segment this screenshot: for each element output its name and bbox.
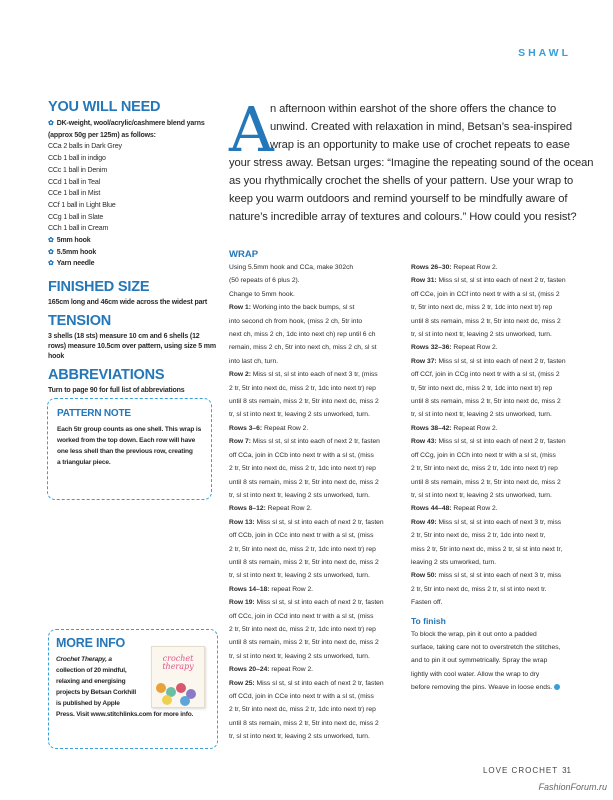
pattern-line: until 8 sts remain, miss 2 tr, 5tr into next dc, miss 2 (229, 398, 379, 406)
flower-icon: ✿ (48, 237, 54, 245)
materials-yarn: ✿ DK-weight, wool/acrylic/cashmere blend yarns (approx 50g per 125m) as follows: (48, 120, 205, 139)
pattern-line: Rows 26–30: Repeat Row 2. (411, 264, 498, 271)
more-info-line: collection of 20 mindful, (56, 667, 127, 674)
pattern-line: 2 tr, 5tr into next dc, miss 2 tr, 1dc into next tr) rep (229, 706, 376, 714)
more-info-line: relaxing and energising (56, 678, 126, 685)
pattern-line: off CCg, join in CCh into next tr with a sl st, (miss (411, 451, 556, 459)
pattern-note-heading: PATTERN NOTE (57, 408, 131, 419)
pattern-note-line: Each 5tr group counts as one shell. This wrap is (57, 426, 202, 433)
to-finish-heading: To finish (411, 615, 446, 626)
pattern-line: until 8 sts remain, miss 2 tr, 5tr into next dc, miss 2 (229, 558, 379, 566)
finished-size-text: 165cm long and 46cm wide across the widest part (48, 299, 208, 307)
pattern-line: Row 31: Miss sl st, sl st into each of next 2 tr, fasten (411, 277, 566, 285)
more-info-heading: MORE INFO (56, 636, 126, 650)
pattern-line: tr, sl st into next tr, leaving 2 sts unworked, turn. (411, 411, 552, 419)
intro-line: n afternoon within earshot of the shore offers the chance to (270, 103, 557, 115)
finish-line: lightly with cool water. Allow the wrap to dry (411, 670, 540, 678)
pattern-line: into last ch, turn. (229, 357, 279, 365)
pattern-line: until 8 sts remain, miss 2 tr, 5tr into next dc, miss 2 (229, 639, 379, 647)
finish-line: and to pin it out symmetrically. Spray the wrap (411, 657, 548, 665)
sidebar (48, 100, 218, 402)
pattern-line: Row 2: Miss sl st, sl st into each of next 3 tr, (miss (229, 371, 378, 379)
tool-item: ✿ 5mm hook (48, 237, 91, 245)
magazine-name: LOVE CROCHET (482, 766, 559, 775)
pattern-line: tr, 5tr into next dc, miss 2 tr, 1dc into next tr) rep (411, 304, 553, 312)
yarn-ball-icon (162, 695, 172, 705)
pattern-line: Row 1: Working into the back bumps, sl st (229, 304, 355, 312)
more-info-line: Press. Visit www.stitchlinks.com for more info. (56, 711, 194, 718)
pattern-line: tr, 5tr into next dc, miss 2 tr, 1dc into next tr) rep (411, 384, 553, 392)
pattern-line: tr, sl st into next tr, leaving 2 sts unworked, turn. (229, 733, 370, 741)
pattern-line: Using 5.5mm hook and CCa, make 302ch (229, 264, 354, 271)
flower-icon: ✿ (48, 120, 54, 127)
finish-line: surface, taking care not to overstretch the stitches, (411, 643, 561, 651)
watermark: FashionForum.ru (538, 782, 607, 792)
pattern-line: tr, sl st into next tr, leaving 2 sts unworked, turn. (411, 331, 552, 339)
pattern-line: tr, sl st into next tr, leaving 2 sts unworked, turn. (229, 491, 370, 499)
pattern-note-box (47, 398, 212, 500)
colour-item: CCd 1 ball in Teal (48, 178, 101, 186)
intro-line: unwind. Created with relaxation in mind, Betsan’s sea-inspired (270, 121, 573, 133)
pattern-line: until 8 sts remain, miss 2 tr, 5tr into next dc, miss 2 (411, 317, 561, 325)
pattern-line: Rows 3–6: Repeat Row 2. (229, 424, 309, 432)
intro-line: keep you warm outdoors and remind yourself to be mindfully aware of (229, 193, 568, 205)
pattern-line: until 8 sts remain, miss 2 tr, 5tr into next dc, miss 2 (229, 719, 379, 727)
pattern-line: Rows 38–42: Repeat Row 2. (411, 424, 498, 432)
pattern-line: (50 repeats of 6 plus 2). (229, 277, 300, 285)
pattern-line: Row 13: Miss sl st, sl st into each of next 2 tr, fasten (229, 518, 384, 526)
drop-cap: A (229, 93, 274, 166)
yarn-ball-icon (180, 696, 190, 706)
pattern-line: Change to 5mm hook. (229, 290, 295, 298)
flower-icon: ✿ (48, 260, 54, 268)
pattern-line: Row 37: Miss sl st, sl st into each of next 2 tr, fasten (411, 357, 566, 365)
pattern-line: Row 50: miss sl st, sl st into each of next 3 tr, miss (411, 572, 562, 580)
pattern-line: tr, sl st into next tr, leaving 2 sts unworked, turn. (229, 572, 370, 580)
pattern-line: off CCd, join in CCe into next tr with a sl st, (miss (229, 693, 374, 700)
pattern-line: tr, sl st into next tr, leaving 2 sts unworked, turn. (229, 652, 370, 660)
pattern-line: Row 43: Miss sl st, sl st into each of next 2 tr, fasten (411, 438, 566, 446)
wrap-heading: WRAP (229, 249, 259, 260)
finish-line: before removing the pins. Weave in loose ends. (411, 681, 591, 694)
colour-item: CCa 2 balls in Dark Grey (48, 143, 122, 151)
tension-heading: TENSION (48, 313, 112, 330)
page-number: 31 (562, 766, 571, 775)
pattern-line: Row 19: Miss sl st, sl st into each of next 2 tr, fasten (229, 599, 384, 607)
intro-line: nature’s incredible array of textures and colours.” How could you resist? (229, 211, 577, 223)
pattern-line: off CCe, join in CCf into next tr with a sl st, (miss 2 (411, 290, 560, 298)
pattern-line: miss 2 tr, 5tr into next dc, miss 2 tr, sl st into next tr, (411, 545, 563, 553)
pattern-line: off CCb, join in CCc into next tr with a sl st, (miss (229, 532, 374, 540)
tool-item: ✿ 5.5mm hook (48, 248, 97, 256)
pattern-line: 2 tr, 5tr into next dc, miss 2 tr, sl st into next tr. (411, 585, 547, 593)
colour-item: CCg 1 ball in Slate (48, 213, 104, 221)
yarn-ball-icon (156, 683, 166, 693)
pattern-line: Row 25: Miss sl st, sl st into each of next 2 tr, fasten (229, 679, 384, 687)
colour-item: CCe 1 ball in Mist (48, 190, 101, 198)
pattern-line: off CCa, join in CCb into next tr with a sl st, (miss (229, 451, 374, 459)
finish-line: To block the wrap, pin it out onto a padded (411, 630, 537, 638)
colour-item: CCb 1 ball in indigo (48, 155, 106, 163)
more-info-box (48, 629, 218, 749)
pattern-line: into second ch from hook, (miss 2 ch, 5tr into (229, 317, 363, 325)
intro-line: as you rhythmically crochet the shells of your pattern. Use your wrap to (229, 175, 574, 187)
materials-list (48, 118, 218, 270)
yarn-ball-icon (176, 683, 186, 693)
pattern-line: 2 tr, 5tr into next dc, miss 2 tr, 1dc into next tr) rep (411, 465, 558, 473)
pattern-column-1 (229, 248, 409, 744)
pattern-line: 2 tr, 5tr into next dc, miss 2 tr, 1dc into next tr) rep (229, 384, 376, 392)
pattern-line: off CCf, join in CCg into next tr with a sl st, (miss 2 (411, 371, 560, 379)
pattern-note-line: one less shell than the previous row, creating (57, 448, 193, 455)
pattern-line: Rows 44–48: Repeat Row 2. (411, 505, 498, 513)
pattern-line: 2 tr, 5tr into next dc, miss 2 tr, 1dc into next tr) rep (229, 625, 376, 633)
pattern-line: 2 tr, 5tr into next dc, miss 2 tr, 1dc into next tr, (411, 532, 546, 540)
pattern-line: Row 49: Miss sl st, sl st into each of next 3 tr, miss (411, 518, 562, 526)
colour-item: CCc 1 ball in Denim (48, 166, 108, 174)
tension-text: 3 shells (18 sts) measure 10 cm and 6 shells (12 rows) measure 10.5cm over pattern, using size 5 mm hook (48, 333, 216, 361)
colour-item: CCf 1 ball in Light Blue (48, 201, 116, 209)
colour-item: CCh 1 ball in Cream (48, 225, 109, 233)
pattern-line: off CCc, join in CCd into next tr with a sl st, (miss (229, 612, 374, 620)
pattern-line: leaving 2 sts unworked, turn. (411, 558, 497, 566)
pattern-line: until 8 sts remain, miss 2 tr, 5tr into next dc, miss 2 (229, 478, 379, 486)
pattern-note-line: worked from the top down. Each row will have (57, 437, 196, 444)
pattern-line: until 8 sts remain, miss 2 tr, 5tr into next dc, miss 2 (411, 478, 561, 486)
pattern-line: Rows 8–12: Repeat Row 2. (229, 505, 312, 513)
more-info-line: projects by Betsan Corkhill (56, 689, 136, 696)
flower-icon: ✿ (48, 248, 54, 256)
book-cover-title: crochet therapy (162, 654, 194, 671)
pattern-line: Fasten off. (411, 599, 443, 607)
pattern-line: next ch, miss 2 ch, 1dc into next ch) rep until 6 ch (229, 331, 376, 339)
page-footer (483, 766, 571, 775)
you-will-need-heading: YOU WILL NEED (48, 99, 161, 115)
end-dot-icon (554, 684, 560, 690)
intro-line: wrap is an opportunity to make use of crochet repeats to ease (270, 139, 570, 151)
pattern-line: remain, miss 2 ch, 5tr into next ch, miss 2 ch, sl st (229, 344, 377, 352)
section-tag: SHAWL (518, 47, 571, 59)
pattern-line: Rows 14–18: repeat Row 2. (229, 585, 314, 593)
more-info-line: is published by Apple (56, 700, 120, 707)
abbreviations-text: Turn to page 90 for full list of abbreviations (48, 387, 185, 395)
pattern-line: Rows 32–36: Repeat Row 2. (411, 344, 498, 352)
intro-line: your stress away. Betsan urges: “Imagine the repeating sound of the ocean (229, 157, 594, 169)
pattern-line: tr, sl st into next tr, leaving 2 sts unworked, turn. (229, 411, 370, 419)
pattern-line: tr, sl st into next tr, leaving 2 sts unworked, turn. (411, 491, 552, 499)
abbreviations-heading: ABBREVIATIONS (48, 367, 165, 384)
pattern-line: Rows 20–24: repeat Row 2. (229, 666, 314, 674)
pattern-column-2 (411, 261, 591, 695)
book-cover-image (151, 646, 205, 708)
tool-item: ✿ Yarn needle (48, 260, 95, 268)
pattern-line: 2 tr, 5tr into next dc, miss 2 tr, 1dc into next tr) rep (229, 545, 376, 553)
pattern-line: Row 7: Miss sl st, sl st into each of next 2 tr, fasten (229, 438, 380, 446)
finished-size-heading: FINISHED SIZE (48, 279, 150, 296)
more-info-line: Crochet Therapy, a (56, 656, 112, 663)
pattern-note-line: a triangular piece. (57, 459, 111, 466)
pattern-line: until 8 sts remain, miss 2 tr, 5tr into next dc, miss 2 (411, 398, 561, 406)
pattern-line: 2 tr, 5tr into next dc, miss 2 tr, 1dc into next tr) rep (229, 465, 376, 473)
